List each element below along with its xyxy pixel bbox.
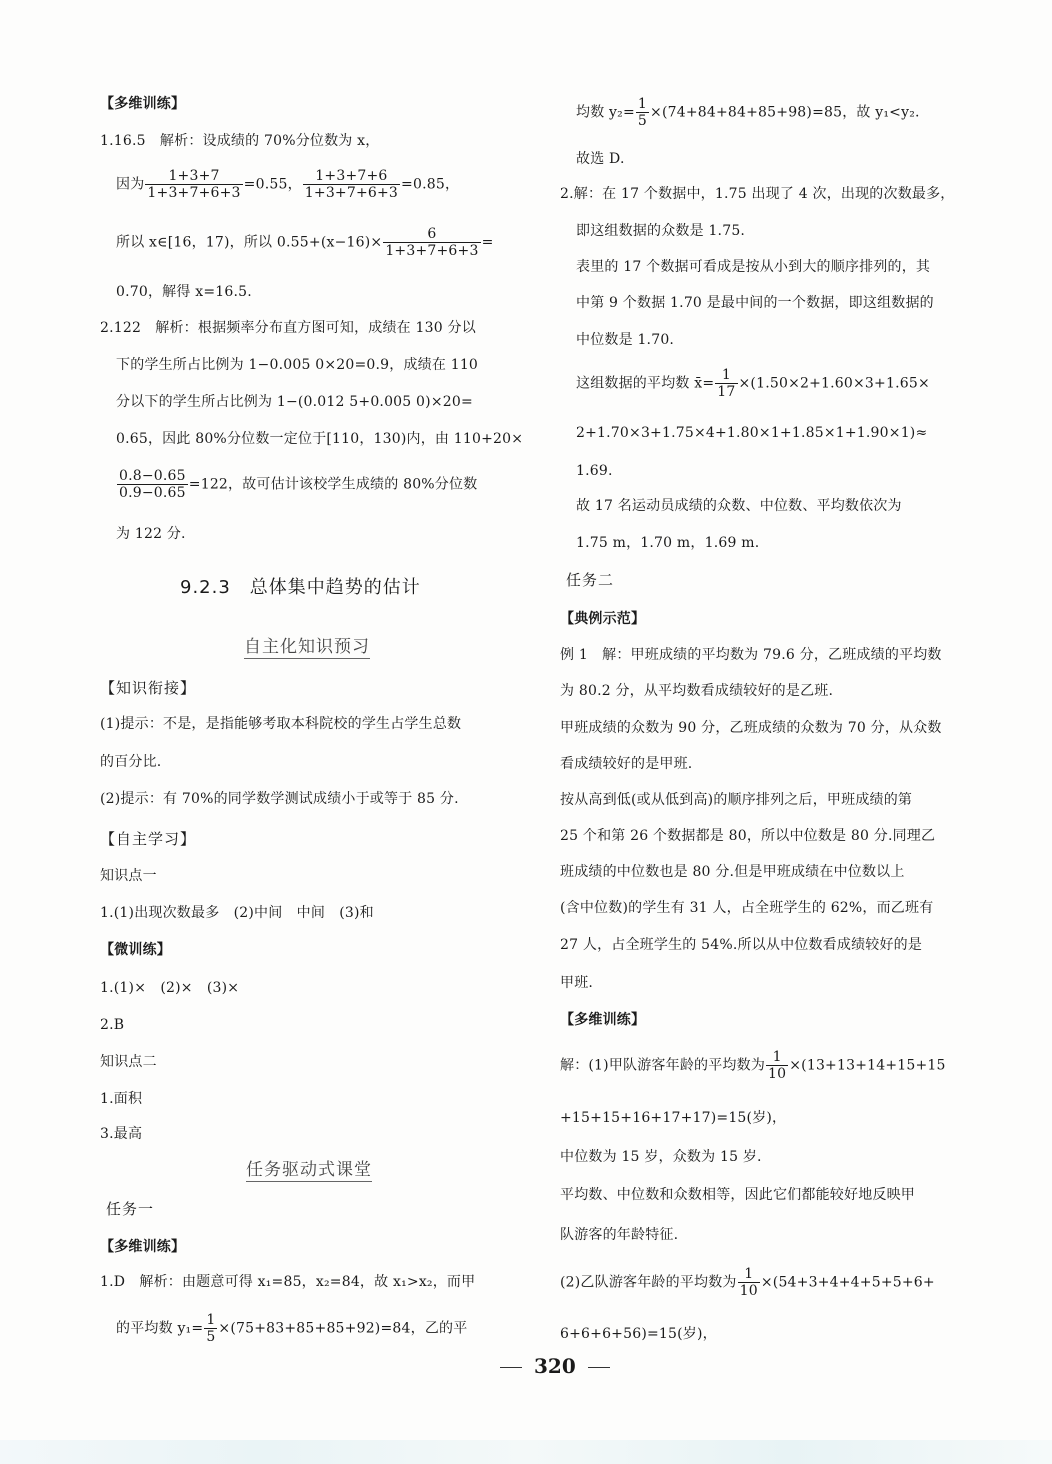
text-line: 1.(1)出现次数最多 (2)中间 中间 (3)和: [100, 905, 374, 921]
fraction: $\frac{1+3+7}{1+3+7+6+3}$: [147, 168, 241, 201]
banner-classroom: 任务驱动式课堂: [246, 1160, 372, 1180]
solution-line: 2.解：在 17 个数据中，1.75 出现了 4 次，出现的次数最多，: [560, 186, 955, 202]
banner-preview: 自主化知识预习: [244, 637, 370, 657]
formula-line: 因为 $\frac{1+3+7}{1+3+7+6+3}$ =0.55， $\frac{1+3+7+6}{1+3+7+6+3}$ =0.85，: [116, 168, 460, 201]
text-line: 知识点一: [100, 868, 157, 884]
formula-line: 均数 y₂= $\frac{1}{5}$ ×(74+84+84+85+98)=85，故 y₁<y₂.: [576, 96, 920, 129]
page-number: 320: [488, 1354, 622, 1378]
fraction: $\frac{0.8-0.65}{0.9-0.65}$: [119, 468, 186, 501]
text-line: 中第 9 个数据 1.70 是最中间的一个数据，即这组数据的: [576, 295, 934, 311]
text-line: 1.(1)× (2)× (3)×: [100, 980, 240, 996]
solution-line: 2.122 解析：根据频率分布直方图可知，成绩在 130 分以: [100, 320, 476, 336]
text-line: 表里的 17 个数据可看成是按从小到大的顺序排列的，其: [576, 259, 931, 275]
text-line: 甲班成绩的众数为 90 分，乙班成绩的众数为 70 分，从众数: [560, 720, 942, 736]
solution-line: 0.65，因此 80%分位数一定位于[110，130)内，由 110+20×: [116, 431, 524, 447]
solution-line: 1.16.5 解析：设成绩的 70%分位数为 x，: [100, 133, 380, 149]
task-two-heading: 任务二: [566, 571, 615, 589]
heading-self-study: 【自主学习】: [100, 830, 197, 848]
dash-right: [588, 1367, 610, 1368]
text-line: 甲班.: [560, 975, 594, 991]
heading-micro-training: 【微训练】: [100, 942, 171, 958]
text-line: 即这组数据的众数是 1.75.: [576, 223, 746, 239]
solution-line: 为 122 分.: [116, 526, 186, 542]
text-line: (2)提示：有 70%的同学数学测试成绩小于或等于 85 分.: [100, 791, 459, 807]
text-line: 27 人，占全班学生的 54%.所以从中位数看成绩较好的是: [560, 937, 923, 953]
task-one-heading: 任务一: [106, 1200, 155, 1218]
text-line: 25 个和第 26 个数据都是 80，所以中位数是 80 分.同理乙: [560, 828, 936, 844]
text-line: 2+1.70×3+1.75×4+1.80×1+1.85×1+1.90×1)≈: [576, 425, 928, 441]
text-line: (含中位数)的学生有 31 人，占全班学生的 62%，而乙班有: [560, 900, 934, 916]
fraction: $\frac{1}{10}$: [768, 1049, 787, 1082]
formula-line: 这组数据的平均数 x̄= $\frac{1}{17}$ ×(1.50×2+1.60×3+1.65×: [576, 367, 930, 400]
heading-example: 【典例示范】: [560, 611, 646, 627]
fraction: $\frac{1}{10}$: [739, 1266, 758, 1299]
solution-line: 下的学生所占比例为 1−0.005 0×20=0.9，成绩在 110: [116, 357, 479, 373]
formula-line: 解：(1)甲队游客年龄的平均数为 $\frac{1}{10}$ ×(13+13+14+15+15: [560, 1049, 946, 1082]
text-line: (1)提示：不是，是指能够考取本科院校的学生占学生总数: [100, 716, 462, 732]
fraction: $\frac{1}{5}$: [206, 1312, 216, 1345]
text-line: 的百分比.: [100, 754, 162, 770]
fraction: $\frac{6}{1+3+7+6+3}$: [385, 226, 479, 259]
text-line: 2.B: [100, 1017, 125, 1033]
text-line: 1.69.: [576, 463, 613, 479]
heading-multi-training: 【多维训练】: [560, 1012, 646, 1028]
text-line: 故 17 名运动员成绩的众数、中位数、平均数依次为: [576, 498, 902, 514]
text-line: +15+15+16+17+17)=15(岁)，: [560, 1110, 787, 1126]
text-line: 3.最高: [100, 1126, 143, 1142]
text-line: 知识点二: [100, 1054, 157, 1070]
fraction: $\frac{1}{5}$: [637, 96, 648, 129]
formula-line: 所以 x∈[16，17)，所以 0.55+(x−16)× $\frac{6}{1+3+7+6+3}$ =: [116, 226, 494, 259]
solution-line: 0.70，解得 x=16.5.: [116, 284, 252, 300]
section-title: 9.2.3 总体集中趋势的估计: [180, 577, 421, 598]
text-line: 平均数、中位数和众数相等，因此它们都能较好地反映甲: [560, 1187, 915, 1203]
heading-multi-training: 【多维训练】: [100, 1239, 186, 1255]
text-line: 例 1 解：甲班成绩的平均数为 79.6 分，乙班成绩的平均数: [560, 647, 942, 663]
formula-line: $\frac{0.8-0.65}{0.9-0.65}$ =122，故可估计该校学生成绩的 80%分位数: [119, 468, 478, 501]
heading-knowledge-link: 【知识衔接】: [100, 679, 197, 697]
text-line: 中位数为 15 岁，众数为 15 岁.: [560, 1149, 762, 1165]
text-line: 队游客的年龄特征.: [560, 1227, 679, 1243]
text-line: 为 80.2 分，从平均数看成绩较好的是乙班.: [560, 683, 834, 699]
solution-line: 1.D 解析：由题意可得 x₁=85，x₂=84，故 x₁>x₂，而甲: [100, 1274, 476, 1290]
formula-line: 的平均数 y₁= $\frac{1}{5}$ ×(75+83+85+85+92)=84，乙的平: [116, 1312, 468, 1345]
fraction: $\frac{1+3+7+6}{1+3+7+6+3}$: [304, 168, 399, 201]
formula-line: (2)乙队游客年龄的平均数为 $\frac{1}{10}$ ×(54+3+4+4+5+5+6+: [560, 1266, 935, 1299]
text-line: 按从高到低(或从低到高)的顺序排列之后，甲班成绩的第: [560, 792, 913, 808]
text-line: 6+6+6+56)=15(岁)，: [560, 1326, 717, 1342]
text-line: 班成绩的中位数也是 80 分.但是甲班成绩在中位数以上: [560, 864, 905, 880]
text-line: 1.面积: [100, 1091, 143, 1107]
dash-left: [500, 1367, 522, 1368]
text-line: 中位数是 1.70.: [576, 332, 675, 348]
text-line: 看成绩较好的是甲班.: [560, 756, 693, 772]
text-line: 故选 D.: [576, 151, 625, 167]
page-edge: [0, 1440, 1052, 1464]
heading-multi-training: 【多维训练】: [100, 96, 186, 112]
fraction: $\frac{1}{17}$: [717, 367, 736, 400]
text-line: 1.75 m，1.70 m，1.69 m.: [576, 535, 760, 551]
solution-line: 分以下的学生所占比例为 1−(0.012 5+0.005 0)×20=: [116, 394, 473, 410]
